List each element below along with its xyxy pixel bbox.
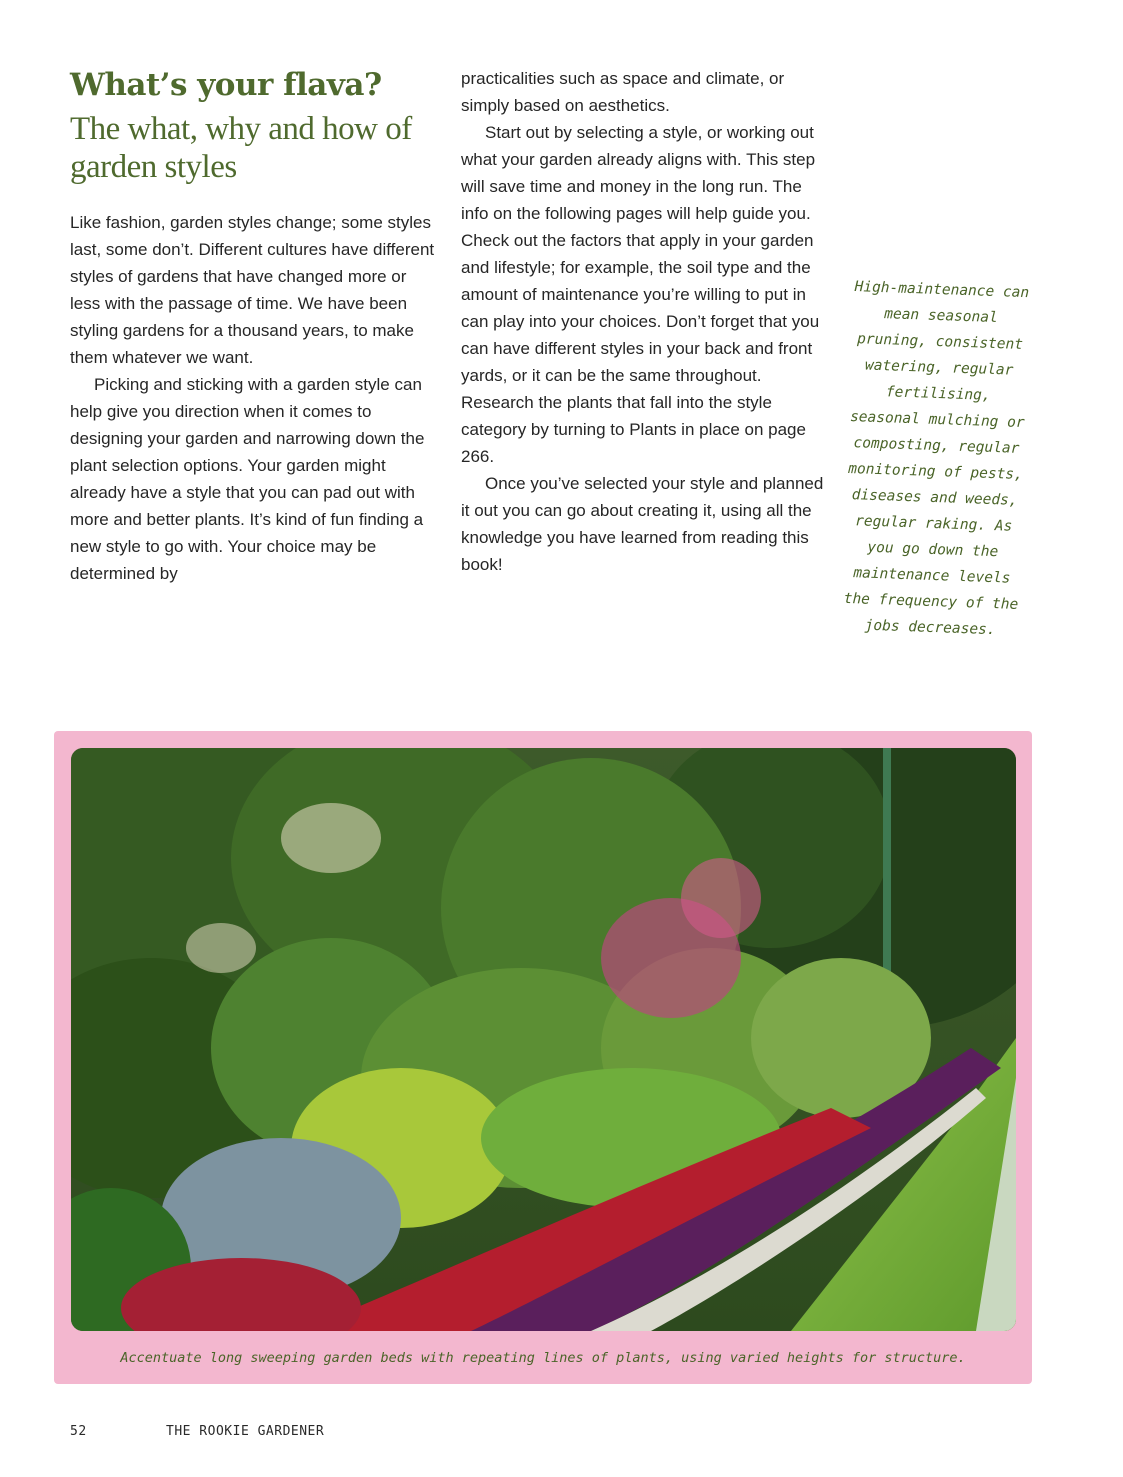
body-column-left <box>70 209 440 587</box>
running-footer-title: THE ROOKIE GARDENER <box>166 1424 325 1439</box>
page-subtitle: The what, why and how of garden styles <box>70 111 412 185</box>
paragraph: Start out by selecting a style, or working out what your garden already aligns with. This step will save time and money in the long run. The info on the following pages will help guide you. Check out the factors that apply in your garden and lifestyle; for example, the soil type and the amount of maintenance you’re willing to put in can play into your choices. Don’t forget that you can have different styles in your back and front yards, or it can be the same throughout. Research the plants that fall into the style category by turning to Plants in place on page 266. <box>461 123 820 466</box>
photo-caption: Accentuate long sweeping garden beds with repeating lines of plants, using varied heights for structure. <box>120 1350 966 1366</box>
handwritten-side-note: High-maintenance can mean seasonal pruning, consistent watering, regular fertilising, seasonal mulching or composting, regular monitoring of pests, diseases and weeds, regular raking. As you go down the maintenance levels the frequency of the jobs decreases. <box>843 279 1030 639</box>
page-number: 52 <box>70 1424 87 1439</box>
paragraph: Once you’ve selected your style and planned it out you can go about creating it, using all the knowledge you have learned from reading this book! <box>461 474 824 574</box>
paragraph: practicalities such as space and climate, or simply based on aesthetics. <box>461 69 785 115</box>
garden-photo <box>71 748 1016 1331</box>
paragraph: Like fashion, garden styles change; some styles last, some don’t. Different cultures have different styles of gardens that have changed more or less with the passage of time. We have been styling gardens for a thousand years, to make them whatever we want. <box>70 213 435 367</box>
paragraph: Picking and sticking with a garden style can help give you direction when it comes to designing your garden and narrowing down the plant selection options. Your garden might already have a style that you can pad out with more and better plants. It’s kind of fun finding a new style to go with. Your choice may be determined by <box>70 375 425 583</box>
body-column-right <box>461 65 831 578</box>
page-title: What’s your flava? <box>70 67 382 103</box>
